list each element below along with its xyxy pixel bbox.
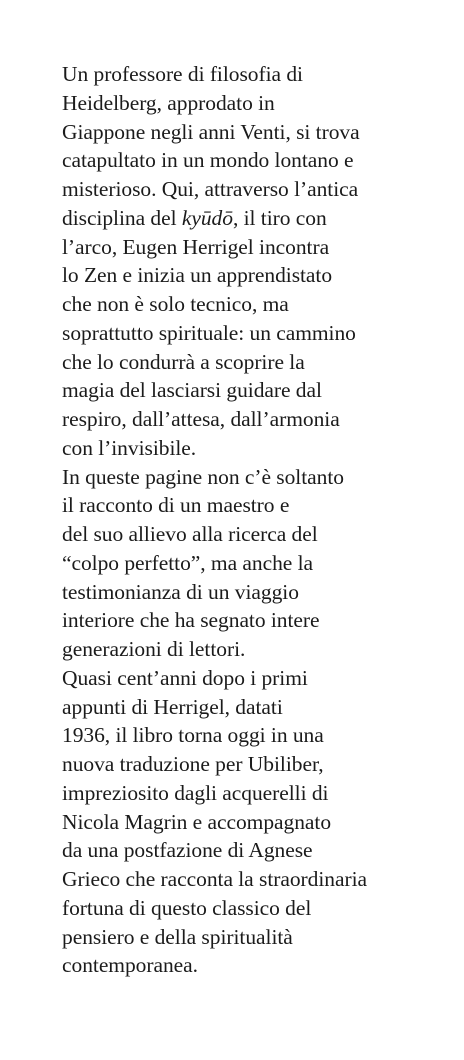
text-line: catapultato in un mondo lontano e xyxy=(62,148,354,173)
text-line: “colpo perfetto”, ma anche la xyxy=(62,550,314,575)
text-line: respiro, dall’attesa, dall’armonia xyxy=(62,407,340,431)
text-line: il racconto di un maestro e xyxy=(62,493,290,518)
text-line: fortuna di questo classico del xyxy=(62,895,312,920)
text-line: generazioni di lettori. xyxy=(62,637,246,661)
text-line: impreziosito dagli acquerelli di xyxy=(62,780,329,805)
text-line: testimonianza di un viaggio xyxy=(62,579,299,604)
text-line: l’arco, Eugen Herrigel incontra xyxy=(62,234,330,259)
text-line: con l’invisibile. xyxy=(62,435,197,460)
text-line: In queste pagine non c’è soltanto xyxy=(62,464,344,489)
text-line: che lo condurrà a scoprire la xyxy=(62,349,305,374)
text-line: Heidelberg, approdato in xyxy=(62,90,275,115)
text-line: che non è solo tecnico, ma xyxy=(62,292,289,316)
text-line: interiore che ha segnato intere xyxy=(62,608,320,633)
text-line: 1936, il libro torna oggi in una xyxy=(62,723,324,748)
text-segment: , il tiro con xyxy=(232,205,327,230)
text-line: Quasi cent’anni dopo i primi xyxy=(62,665,308,690)
text-line: lo Zen e inizia un apprendistato xyxy=(62,263,333,288)
text-line: Un professore di filosofia di xyxy=(62,62,303,86)
text-line: misterioso. Qui, attraverso l’antica xyxy=(62,177,359,201)
blurb-text xyxy=(62,60,458,980)
text-line: appunti di Herrigel, datati xyxy=(62,694,283,719)
text-line: soprattutto spirituale: un cammino xyxy=(62,320,356,345)
text-line: contemporanea. xyxy=(62,953,198,978)
italic-term: kyūdō xyxy=(181,205,233,230)
text-line: Nicola Magrin e accompagnato xyxy=(62,809,332,834)
text-segment: disciplina del xyxy=(62,205,182,230)
text-line: nuova traduzione per Ubiliber, xyxy=(62,752,324,776)
text-line: Grieco che racconta la straordinaria xyxy=(62,867,367,891)
text-line xyxy=(62,204,458,233)
text-line: magia del lasciarsi guidare dal xyxy=(62,378,322,403)
text-line: Giappone negli anni Venti, si trova xyxy=(62,119,360,144)
text-line: del suo allievo alla ricerca del xyxy=(62,522,318,546)
text-line: pensiero e della spiritualità xyxy=(62,924,293,949)
text-line: da una postfazione di Agnese xyxy=(62,838,313,863)
